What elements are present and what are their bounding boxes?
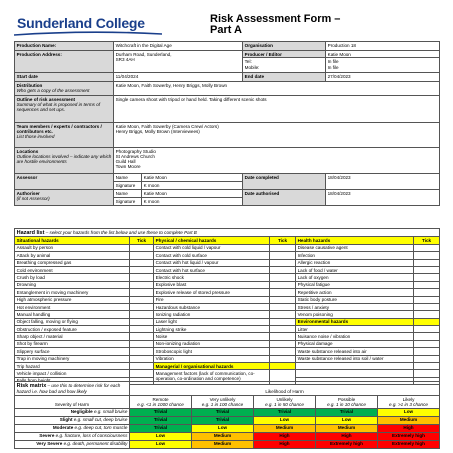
locations-value[interactable]	[114, 148, 440, 174]
tick-box[interactable]	[414, 259, 440, 266]
severity-level	[15, 416, 130, 424]
production-address-label: Production Address:	[15, 51, 114, 73]
likelihood-header: Likelihood of Harm	[130, 382, 440, 396]
likelihood-level: Very unlikely	[209, 396, 236, 402]
production-details-table	[14, 41, 440, 206]
tick-box[interactable]	[270, 266, 296, 273]
authoriser-signature-value[interactable]: K moon	[142, 198, 243, 206]
environmental-hazards-header: Environmental hazards	[296, 318, 414, 325]
situational-hazards-header: Situational hazards	[15, 237, 130, 244]
risk-rating-cell: Low	[192, 424, 254, 432]
tick-box[interactable]	[130, 274, 154, 281]
team-line: Henry Briggs, Molly Brown (Interviewees)	[115, 128, 200, 134]
hazard-row	[15, 266, 440, 273]
environmental-hazard-item: Waste substance released into air	[296, 348, 414, 355]
mobile-value[interactable]: In file	[327, 65, 339, 71]
health-hazard-item: Stress / anxiety	[296, 303, 414, 310]
severity-level-name: Slight	[59, 417, 73, 423]
situational-hazard-item: Entanglement in moving machinery	[15, 289, 130, 296]
tick-box[interactable]	[130, 340, 154, 347]
outline-title: Outline of risk assessment	[16, 96, 76, 102]
authoriser-signature-label: Signature	[114, 198, 142, 206]
likelihood-example: e.g. 1 in 10 chance	[327, 401, 366, 407]
date-authorised-label: Date authorised	[243, 190, 326, 206]
tick-box[interactable]	[270, 303, 296, 310]
tick-box[interactable]	[414, 252, 440, 259]
risk-rating-cell: Medium	[192, 432, 254, 440]
form-title	[210, 14, 340, 36]
severity-level-name: Very Severe	[36, 441, 63, 447]
tick-box[interactable]	[270, 274, 296, 281]
situational-hazard-item: Assault by person	[15, 244, 130, 251]
situational-hazard-item: Obstruction / exposed feature	[15, 326, 130, 333]
severity-header: Severity of Harm	[15, 396, 130, 409]
tick-box	[414, 363, 440, 370]
risk-rating-cell: Trivial	[130, 424, 192, 432]
tick-box[interactable]	[130, 244, 154, 251]
likelihood-column-header	[254, 396, 316, 409]
production-name-label: Production Name:	[15, 42, 114, 51]
severity-row	[15, 432, 440, 440]
likelihood-level: Possible	[337, 396, 356, 402]
authoriser-name-value[interactable]: Katie Moon	[142, 190, 243, 198]
form-title-line1: Risk Assessment Form –	[210, 13, 341, 25]
physical-hazard-item: Laser light	[154, 318, 270, 325]
tick-box[interactable]	[414, 340, 440, 347]
hazard-row	[15, 244, 440, 251]
physical-hazard-item: Fire	[154, 296, 270, 303]
risk-rating-cell: High	[378, 424, 440, 432]
physical-hazard-item: Contact with hot surface	[154, 266, 270, 273]
physical-hazard-item: Explosive blast	[154, 281, 270, 288]
situational-hazard-item: Attack by animal	[15, 252, 130, 259]
assessor-label: Assessor	[15, 174, 114, 190]
health-hazard-item: Lack of food / water	[296, 266, 414, 273]
distribution-title: Distribution	[16, 82, 43, 88]
physical-hazard-item: Ionizing radiation	[154, 311, 270, 318]
producer-contact-labels	[243, 51, 326, 73]
severity-example: e.g. small cut, deep bruise	[73, 417, 128, 423]
tick-box[interactable]	[270, 311, 296, 318]
date-completed-value[interactable]: 18/04/2023	[326, 174, 440, 190]
logo-swoosh-icon	[14, 31, 162, 36]
outline-label	[15, 96, 114, 123]
tick-box[interactable]	[270, 244, 296, 251]
hazard-row	[15, 259, 440, 266]
end-date-label: End date	[243, 73, 326, 82]
hazard-row	[15, 252, 440, 259]
severity-level-name: Negligible	[70, 409, 93, 415]
tick-box[interactable]	[270, 281, 296, 288]
severity-example: e.g. fracture, loss of consciousness	[55, 433, 128, 439]
risk-rating-cell: Trivial	[130, 416, 192, 424]
logo-text: Sunderland College	[17, 15, 145, 31]
situational-hazard-item: Breathing compressed gas	[15, 259, 130, 266]
tick-box[interactable]	[414, 266, 440, 273]
distribution-label	[15, 82, 114, 96]
risk-rating-cell: Trivial	[192, 416, 254, 424]
tel-value[interactable]: In file	[327, 58, 339, 64]
situational-hazard-item: Trap in moving machinery	[15, 355, 130, 362]
hazard-list-heading	[15, 229, 440, 237]
date-authorised-value[interactable]: 18/04/2023	[326, 190, 440, 206]
severity-level	[15, 424, 130, 432]
severity-row	[15, 424, 440, 432]
form-title-line2: Part A	[210, 24, 242, 36]
managerial-hazard-item: Management factors (lack of communication, co-operation, co-ordination and competence)	[154, 370, 270, 385]
physical-hazard-item: Lightning strike	[154, 326, 270, 333]
tick-header	[414, 318, 440, 325]
organisation-label: Organisation	[243, 42, 326, 51]
tick-box[interactable]	[270, 355, 296, 362]
tick-box[interactable]	[414, 296, 440, 303]
hazard-row	[15, 311, 440, 318]
health-hazard-item: Repetitive action	[296, 289, 414, 296]
likelihood-example: e.g. 1 in 100 chance	[201, 401, 244, 407]
risk-rating-cell: Low	[130, 440, 192, 448]
hazard-list-table	[14, 228, 440, 385]
risk-rating-cell: Low	[378, 408, 440, 416]
risk-matrix-instructions: – use this to determine risk for each hazard i.e. how bad and how likely	[16, 382, 121, 394]
physical-hazard-item: Contact with hot liquid / vapour	[154, 259, 270, 266]
date-completed-label: Date completed	[243, 174, 326, 190]
hazard-row	[15, 333, 440, 340]
risk-matrix-body	[15, 408, 440, 448]
tick-box[interactable]	[414, 326, 440, 333]
health-hazard-item: Lack of oxygen	[296, 274, 414, 281]
tick-box[interactable]	[130, 259, 154, 266]
hazard-row	[15, 289, 440, 296]
physical-hazard-item: Hazardous substance	[154, 303, 270, 310]
tick-box[interactable]	[130, 296, 154, 303]
risk-rating-cell: Trivial	[130, 408, 192, 416]
team-value[interactable]	[114, 123, 440, 148]
environmental-hazard-item: Waste substance released into soil / water	[296, 355, 414, 362]
tick-box[interactable]	[130, 318, 154, 325]
tick-box[interactable]	[414, 348, 440, 355]
likelihood-columns-row	[15, 396, 440, 409]
risk-rating-cell: Low	[130, 432, 192, 440]
physical-hazard-item: Non-ionizing radiation	[154, 340, 270, 347]
producer-label: Producer / Editor	[243, 51, 325, 58]
risk-rating-cell: Extremely high	[316, 440, 378, 448]
producer-value[interactable]: Katie Moon	[326, 51, 439, 58]
hazard-row	[15, 355, 440, 362]
assessor-signature-label: Signature	[114, 182, 142, 190]
empty-cell	[296, 363, 414, 370]
situational-hazard-item: Shot by firearm	[15, 340, 130, 347]
location-item: St Andrews Church	[115, 153, 155, 159]
situational-hazard-item: Vehicle impact / collision	[15, 370, 130, 377]
situational-hazard-item: Drowning	[15, 281, 130, 288]
likelihood-column-header	[130, 396, 192, 409]
hazard-row	[15, 340, 440, 347]
tick-header	[270, 363, 296, 370]
physical-hazard-item: Vibration	[154, 355, 270, 362]
tick-box[interactable]	[414, 311, 440, 318]
authoriser-title: Authoriser	[16, 190, 40, 196]
hazard-row	[15, 318, 440, 325]
tick-box[interactable]	[130, 348, 154, 355]
tick-box[interactable]	[414, 355, 440, 362]
team-title: Team members / experts / contractors / contributors etc.	[16, 123, 102, 134]
tick-box[interactable]	[270, 318, 296, 325]
likelihood-level: Unlikely	[276, 396, 293, 402]
authoriser-name-label: Name	[114, 190, 142, 198]
tick-box[interactable]	[130, 252, 154, 259]
situational-hazard-item: Crush by load	[15, 274, 130, 281]
locations-title: Locations	[16, 148, 39, 154]
severity-level-name: Severe	[39, 433, 55, 439]
team-label	[15, 123, 114, 148]
assessor-signature-value[interactable]: K moon	[142, 182, 243, 190]
severity-example: e.g. death, permanent disability	[63, 441, 128, 447]
risk-rating-cell: Trivial	[254, 408, 316, 416]
tel-label: Tel:	[244, 58, 252, 64]
tick-box[interactable]	[414, 333, 440, 340]
likelihood-example: e.g. <1 in 1000 chance	[137, 401, 184, 407]
situational-hazard-item: Manual handling	[15, 311, 130, 318]
managerial-hazards-header: Managerial / organisational hazards	[154, 363, 270, 370]
risk-rating-cell: Low	[316, 416, 378, 424]
team-hint: List those involved	[16, 134, 55, 139]
risk-rating-cell: Medium	[192, 440, 254, 448]
risk-rating-cell: Medium	[378, 416, 440, 424]
risk-rating-cell: Low	[254, 416, 316, 424]
hazard-row	[15, 363, 440, 370]
production-address-value[interactable]	[114, 51, 243, 73]
severity-level	[15, 440, 130, 448]
college-logo	[14, 14, 164, 36]
tick-box[interactable]	[414, 274, 440, 281]
likelihood-column-header	[192, 396, 254, 409]
team-line: Katie Moon, Faith Sowerby (Camera Crew/ Actors)	[115, 123, 219, 129]
situational-hazard-item: High atmospheric pressure	[15, 296, 130, 303]
likelihood-level: Likely	[402, 396, 415, 402]
likelihood-column-header	[378, 396, 440, 409]
tick-box[interactable]	[270, 348, 296, 355]
hazard-row	[15, 326, 440, 333]
hazard-list-body	[15, 244, 440, 384]
risk-rating-cell: High	[254, 440, 316, 448]
tick-box[interactable]	[414, 303, 440, 310]
location-item: Guild Hall	[115, 159, 136, 164]
physical-hazards-header: Physical / chemical hazards	[154, 237, 270, 244]
likelihood-example: e.g. 1 in 50 chance	[265, 401, 304, 407]
risk-matrix-title: Risk matrix	[16, 382, 47, 389]
situational-hazard-item: Cold environment	[15, 266, 130, 273]
physical-hazard-item: Contact with cold surface	[154, 252, 270, 259]
situational-hazard-item: Slippery surface	[15, 348, 130, 355]
tick-box[interactable]	[414, 281, 440, 288]
situational-hazard-item: Trip hazard	[15, 363, 130, 370]
situational-hazard-item: Sharp object / material	[15, 333, 130, 340]
location-item: Town Moore	[115, 164, 141, 170]
locations-hint: Outline locations involved – indicate any which are hostile environments	[16, 153, 112, 164]
address-line: SR3 4AH	[115, 56, 135, 62]
tick-box[interactable]	[414, 244, 440, 251]
tick-header: Tick	[414, 237, 440, 244]
tick-box[interactable]	[130, 303, 154, 310]
tick-box[interactable]	[130, 355, 154, 362]
tick-box[interactable]	[130, 370, 154, 377]
health-hazard-item: Allergic reaction	[296, 259, 414, 266]
outline-value[interactable]: Single camera shoot with tripod or hand held. Taking different scenic shots	[114, 96, 440, 123]
health-hazard-item: Disease causative agent	[296, 244, 414, 251]
tick-header: Tick	[270, 237, 296, 244]
hazard-row	[15, 274, 440, 281]
location-item: Photography Studio	[115, 148, 156, 154]
tick-box[interactable]	[270, 296, 296, 303]
risk-rating-cell: Extremely high	[378, 432, 440, 440]
address-line: Durham Road, Sunderland,	[115, 51, 172, 57]
end-date-value[interactable]: 27/04/2023	[326, 73, 440, 82]
health-hazard-item: Venom poisoning	[296, 311, 414, 318]
severity-example: e.g. deep cut, torn muscle	[74, 425, 128, 431]
likelihood-level: Remote	[152, 396, 169, 402]
authoriser-hint: (if not Assessor)	[16, 195, 50, 201]
health-hazards-header: Health hazards	[296, 237, 414, 244]
tick-box[interactable]	[270, 289, 296, 296]
tick-box[interactable]	[414, 289, 440, 296]
mobile-label: Mobile:	[244, 65, 260, 71]
empty-cell	[296, 370, 414, 377]
tick-box[interactable]	[130, 326, 154, 333]
form-header	[14, 14, 439, 38]
organisation-value[interactable]: Production 18	[326, 42, 440, 51]
assessor-name-label: Name	[114, 174, 142, 182]
risk-rating-cell: Extremely high	[378, 440, 440, 448]
likelihood-column-header	[316, 396, 378, 409]
hazard-row	[15, 296, 440, 303]
production-name-value[interactable]: Witchcraft in the Digital Age	[114, 42, 243, 51]
tick-box[interactable]	[270, 340, 296, 347]
hazard-list-instructions: – select your hazards from the list below and use these to complete Part B	[44, 229, 197, 235]
severity-row	[15, 408, 440, 416]
environmental-hazard-item: Nuisance noise / vibration	[296, 333, 414, 340]
risk-rating-cell: High	[254, 432, 316, 440]
situational-hazard-item: Hot environment	[15, 303, 130, 310]
hazard-row	[15, 370, 440, 377]
producer-contact-values	[326, 51, 440, 73]
tick-box[interactable]	[130, 333, 154, 340]
assessor-name-value[interactable]: Katie Moon	[142, 174, 243, 182]
severity-level-name: Moderate	[52, 425, 74, 431]
physical-hazard-item: Noise	[154, 333, 270, 340]
tick-box	[414, 370, 440, 377]
risk-rating-cell: Medium	[254, 424, 316, 432]
tick-box[interactable]	[130, 289, 154, 296]
tick-box[interactable]	[270, 259, 296, 266]
severity-row	[15, 440, 440, 448]
severity-example: e.g. small bruise	[93, 409, 128, 415]
tick-box[interactable]	[130, 363, 154, 370]
hazard-list-title: Hazard list	[16, 229, 45, 236]
hazard-row	[15, 303, 440, 310]
physical-hazard-item: Stroboscopic light	[154, 348, 270, 355]
health-hazard-item: Physical fatigue	[296, 281, 414, 288]
severity-row	[15, 416, 440, 424]
severity-level	[15, 408, 130, 416]
environmental-hazard-item: Physical damage	[296, 340, 414, 347]
severity-level	[15, 432, 130, 440]
tick-box[interactable]	[130, 281, 154, 288]
risk-rating-cell: High	[316, 432, 378, 440]
tick-header: Tick	[130, 237, 154, 244]
risk-rating-cell: Medium	[316, 424, 378, 432]
authoriser-label	[15, 190, 114, 206]
tick-box[interactable]	[270, 326, 296, 333]
risk-matrix-heading	[15, 382, 130, 396]
health-hazard-item: Static body posture	[296, 296, 414, 303]
tick-box[interactable]	[270, 252, 296, 259]
start-date-label: Start date	[15, 73, 114, 82]
health-hazard-item: Infection	[296, 252, 414, 259]
physical-hazard-item: Explosive release of stored pressure	[154, 289, 270, 296]
risk-rating-cell: Trivial	[192, 408, 254, 416]
physical-hazard-item: Electric shock	[154, 274, 270, 281]
locations-label	[15, 148, 114, 174]
physical-hazard-item: Contact with cold liquid / vapour	[154, 244, 270, 251]
likelihood-example: e.g. >1 in 3 chance	[389, 401, 428, 407]
environmental-hazard-item: Litter	[296, 326, 414, 333]
risk-matrix-table	[14, 381, 440, 449]
tick-box[interactable]	[270, 333, 296, 340]
distribution-hint: Who gets a copy of the assessment	[16, 87, 90, 93]
tick-box[interactable]	[130, 311, 154, 318]
outline-hint: Summary of what is proposed in terms of sequences and set ups.	[16, 101, 101, 112]
tick-box[interactable]	[130, 266, 154, 273]
risk-rating-cell: Trivial	[316, 408, 378, 416]
distribution-value[interactable]: Katie Moon, Faith Sowerby, Henry Briggs, Molly Brown	[114, 82, 440, 96]
start-date-value[interactable]: 11/04/2024	[114, 73, 243, 82]
hazard-row	[15, 348, 440, 355]
situational-hazard-item: Object falling, moving or flying	[15, 318, 130, 325]
hazard-row	[15, 281, 440, 288]
